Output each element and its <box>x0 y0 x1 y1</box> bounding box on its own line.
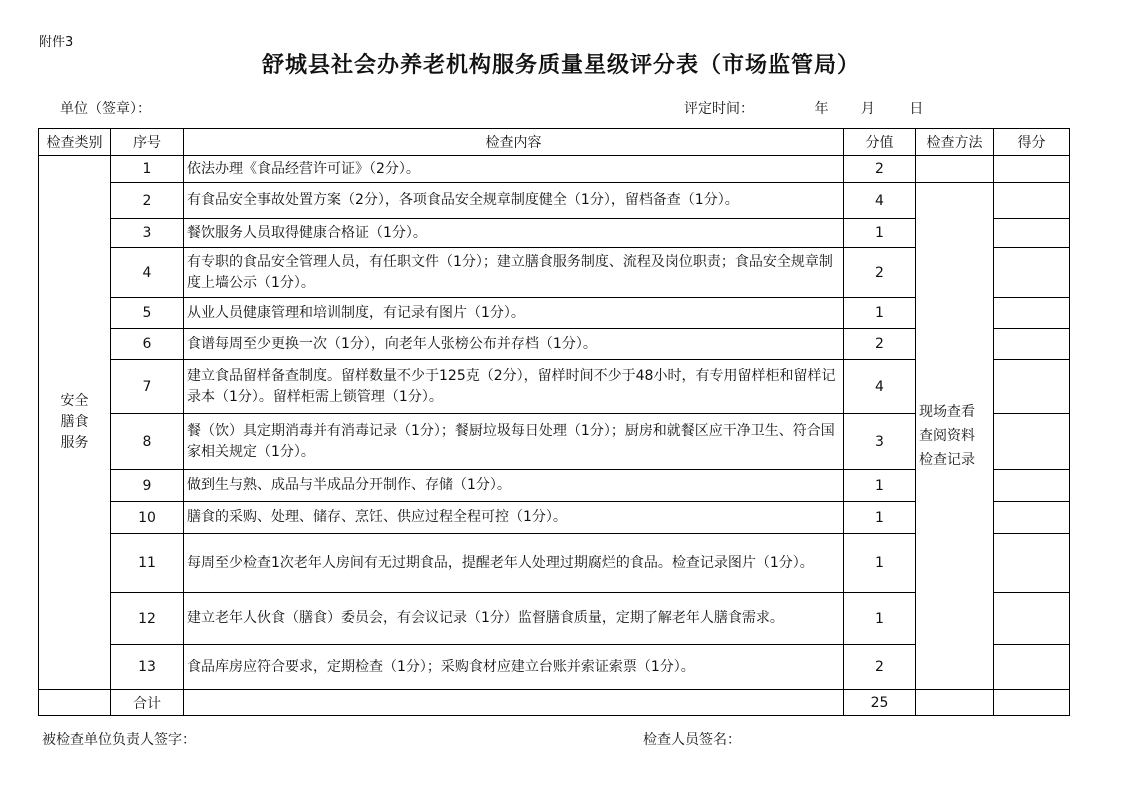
col-header-category: 检查类别 <box>39 129 111 156</box>
earned-score-cell[interactable] <box>994 298 1070 329</box>
row-number: 9 <box>111 470 184 502</box>
row-content: 餐（饮）具定期消毒并有消毒记录（1分）；餐厨垃圾每日处理（1分）；厨房和就餐区应干净卫生、符合国家相关规定（1分）。 <box>184 414 844 470</box>
row-score: 4 <box>844 183 916 219</box>
month-label: 月 <box>860 101 875 117</box>
row-score: 1 <box>844 534 916 593</box>
row-score: 2 <box>844 156 916 183</box>
inspector-signature-label: 检查人员签名： <box>643 732 741 748</box>
row-number: 4 <box>111 248 184 298</box>
row-number: 7 <box>111 360 184 414</box>
row-score: 4 <box>844 360 916 414</box>
earned-score-cell[interactable] <box>994 219 1070 248</box>
method-line: 检查记录 <box>919 452 975 468</box>
row-content: 有专职的食品安全管理人员，有任职文件（1分）；建立膳食服务制度、流程及岗位职责；食品安全规章制度上墙公示（1分）。 <box>184 248 844 298</box>
earned-score-cell[interactable] <box>994 329 1070 360</box>
total-earned-cell[interactable] <box>994 690 1070 716</box>
row-score: 2 <box>844 248 916 298</box>
row-content: 从业人员健康管理和培训制度，有记录有图片（1分）。 <box>184 298 844 329</box>
col-header-content: 检查内容 <box>184 129 844 156</box>
method-cell-empty <box>916 156 994 183</box>
table-row <box>39 156 1070 183</box>
col-header-number: 序号 <box>111 129 184 156</box>
method-line: 现场查看 <box>919 404 975 420</box>
row-score: 1 <box>844 470 916 502</box>
unit-head-signature-label: 被检查单位负责人签字： <box>42 732 196 748</box>
earned-score-cell[interactable] <box>994 470 1070 502</box>
earned-score-cell[interactable] <box>994 414 1070 470</box>
row-content: 依法办理《食品经营许可证》（2分）。 <box>184 156 844 183</box>
category-line: 安全 <box>60 393 89 409</box>
row-score: 1 <box>844 593 916 645</box>
col-header-method: 检查方法 <box>916 129 994 156</box>
date-label: 评定时间： <box>684 101 754 117</box>
row-score: 1 <box>844 298 916 329</box>
row-content: 餐饮服务人员取得健康合格证（1分）。 <box>184 219 844 248</box>
table-row <box>39 298 1070 329</box>
attachment-label: 附件3 <box>39 35 74 50</box>
earned-score-cell[interactable] <box>994 156 1070 183</box>
row-content: 建立老年人伙食（膳食）委员会，有会议记录（1分）监督膳食质量，定期了解老年人膳食需求。 <box>184 593 844 645</box>
row-number: 1 <box>111 156 184 183</box>
rating-table <box>38 128 1070 716</box>
category-line: 服务 <box>60 435 89 451</box>
row-number: 10 <box>111 502 184 534</box>
total-row <box>39 690 1070 716</box>
row-content: 做到生与熟、成品与半成品分开制作、存储（1分）。 <box>184 470 844 502</box>
table-row <box>39 329 1070 360</box>
table-row <box>39 183 1070 219</box>
row-content: 食品库房应符合要求，定期检查（1分）；采购食材应建立台账并索证索票（1分）。 <box>184 645 844 690</box>
category-cell <box>39 156 111 690</box>
row-content: 建立食品留样备查制度。留样数量不少于125克（2分），留样时间不少于48小时，有专用留样柜和留样记录本（1分）。留样柜需上锁管理（1分）。 <box>184 360 844 414</box>
table-row <box>39 248 1070 298</box>
year-label: 年 <box>814 101 829 117</box>
row-score: 3 <box>844 414 916 470</box>
row-number: 6 <box>111 329 184 360</box>
row-number: 3 <box>111 219 184 248</box>
total-category-empty <box>39 690 111 716</box>
col-header-score: 分值 <box>844 129 916 156</box>
total-content-empty <box>184 690 844 716</box>
unit-signature-label: 单位（签章）： <box>60 101 151 117</box>
row-number: 5 <box>111 298 184 329</box>
row-number: 2 <box>111 183 184 219</box>
total-method-empty <box>916 690 994 716</box>
page-title: 舒城县社会办养老机构服务质量星级评分表（市场监管局） <box>261 53 860 78</box>
total-score: 25 <box>844 690 916 716</box>
category-line: 膳食 <box>60 414 89 430</box>
earned-score-cell[interactable] <box>994 360 1070 414</box>
total-label: 合计 <box>111 690 184 716</box>
method-cell <box>916 183 994 690</box>
method-line: 查阅资料 <box>919 428 975 444</box>
row-number: 8 <box>111 414 184 470</box>
table-row <box>39 534 1070 593</box>
row-content: 膳食的采购、处理、储存、烹饪、供应过程全程可控（1分）。 <box>184 502 844 534</box>
table-row <box>39 502 1070 534</box>
row-content: 食谱每周至少更换一次（1分），向老年人张榜公布并存档（1分）。 <box>184 329 844 360</box>
row-number: 11 <box>111 534 184 593</box>
row-content: 每周至少检查1次老年人房间有无过期食品，提醒老年人处理过期腐烂的食品。检查记录图片（1分）。 <box>184 534 844 593</box>
day-label: 日 <box>909 101 924 117</box>
earned-score-cell[interactable] <box>994 645 1070 690</box>
row-score: 1 <box>844 219 916 248</box>
earned-score-cell[interactable] <box>994 593 1070 645</box>
table-row <box>39 219 1070 248</box>
row-score: 2 <box>844 329 916 360</box>
table-row <box>39 645 1070 690</box>
earned-score-cell[interactable] <box>994 183 1070 219</box>
table-row <box>39 593 1070 645</box>
row-content: 有食品安全事故处置方案（2分），各项食品安全规章制度健全（1分），留档备查（1分）。 <box>184 183 844 219</box>
table-row <box>39 360 1070 414</box>
earned-score-cell[interactable] <box>994 502 1070 534</box>
earned-score-cell[interactable] <box>994 248 1070 298</box>
table-header-row <box>39 129 1070 156</box>
row-number: 12 <box>111 593 184 645</box>
earned-score-cell[interactable] <box>994 534 1070 593</box>
row-score: 1 <box>844 502 916 534</box>
table-row <box>39 470 1070 502</box>
row-score: 2 <box>844 645 916 690</box>
row-number: 13 <box>111 645 184 690</box>
col-header-earned: 得分 <box>994 129 1070 156</box>
evaluation-date <box>684 98 923 118</box>
table-row <box>39 414 1070 470</box>
